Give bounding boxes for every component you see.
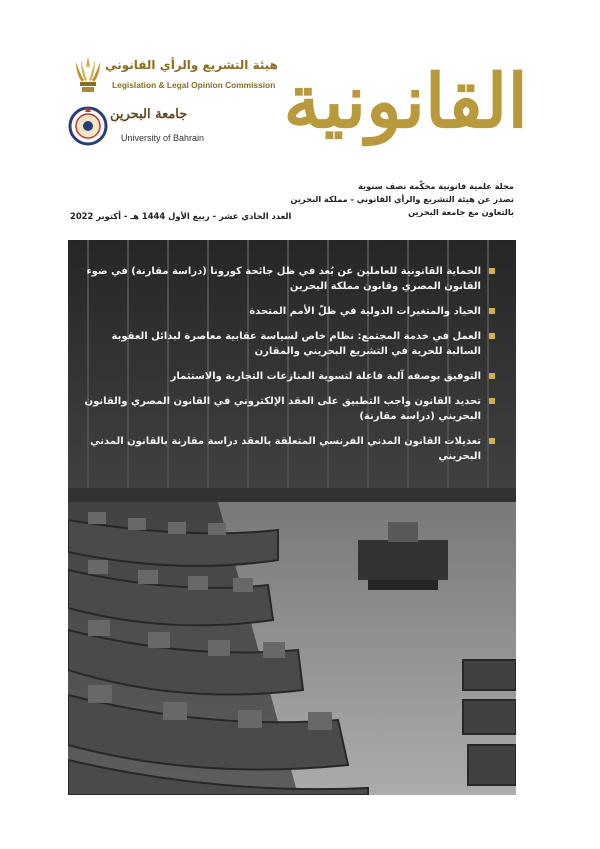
bullet-icon: [489, 268, 495, 274]
university-name-english: University of Bahrain: [121, 133, 205, 143]
commission-name-arabic: هيئة التشريع والرأي القانوني: [105, 58, 278, 72]
toc-item: [80, 434, 495, 464]
bullet-icon: [489, 308, 495, 314]
toc-item-title: الحياد والمتغيرات الدولية في ظلّ الأمم المتحدة: [249, 306, 481, 317]
journal-description: مجلة علمية قانونية محكّمة نصف سنوية: [358, 181, 514, 191]
university-name-arabic: جامعة البحرين: [110, 107, 188, 122]
toc-item-title: الحماية القانونية للعاملين عن بُعد في ظل جائحة كورونا (دراسة مقارنة) في ضوء القانون المصري وقانون مملكة البحرين: [86, 266, 481, 292]
toc-item-title: تعديلات القانون المدني الفرنسي المتعلقة بالعقد دراسة مقارنة بالقانون المدني البحريني: [90, 436, 481, 462]
commission-name-english: Legislation & Legal Opinion Commission: [112, 80, 276, 90]
bullet-icon: [489, 373, 495, 379]
toc-item-title: العمل في خدمة المجتمع: نظام خاص لسياسة عقابية معاصرة لبدائل العقوبة السالبة للحرية في التشريع البحريني والمقارن: [111, 331, 481, 357]
bullet-icon: [489, 398, 495, 404]
journal-publisher: تصدر عن هيئة التشريع والرأي القانوني - مملكة البحرين: [290, 194, 514, 204]
journal-title: القانونية: [283, 59, 528, 145]
toc-item-title: تحديد القانون واجب التطبيق على العقد الإلكتروني في القانون المصري والقانون البحريني (دراسة مقارنة): [84, 396, 481, 422]
toc-item: [80, 394, 495, 424]
bullet-icon: [489, 333, 495, 339]
commission-emblem-icon: [70, 54, 106, 94]
journal-partner: بالتعاون مع جامعة البحرين: [408, 207, 514, 217]
table-of-contents: [80, 264, 495, 474]
university-seal-icon: [68, 104, 108, 146]
issue-info: العدد الحادي عشر - ربيع الأول 1444 هـ - أكتوبر 2022: [70, 211, 292, 221]
toc-item-title: التوفيق بوصفه آلية فاعلة لتسوية المنازعات التجارية والاستثمار: [170, 371, 481, 382]
toc-item: [80, 304, 495, 319]
bullet-icon: [489, 438, 495, 444]
toc-item: [80, 329, 495, 359]
toc-item: [80, 369, 495, 384]
toc-item: [80, 264, 495, 294]
